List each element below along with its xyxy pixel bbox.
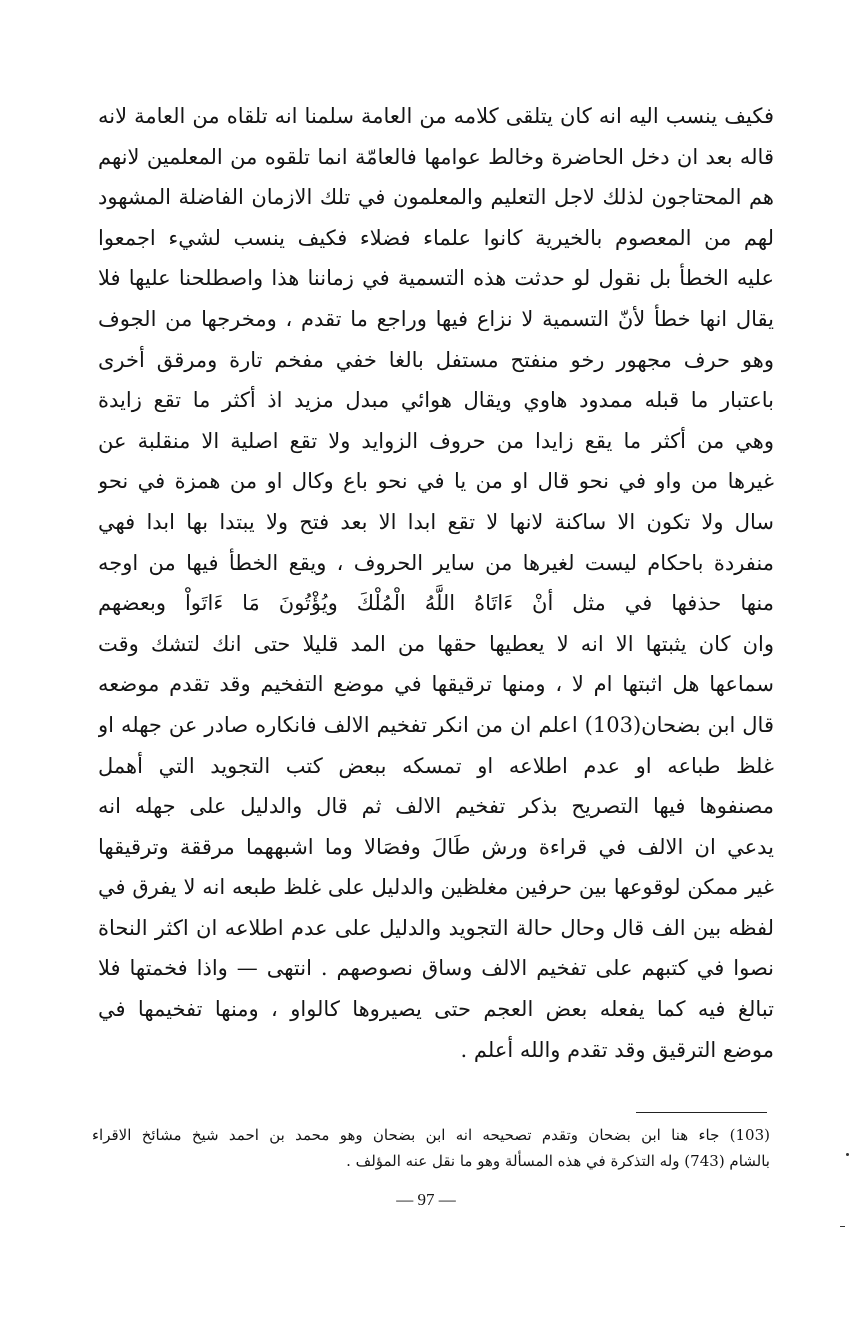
footnote-block: [92, 1122, 770, 1174]
text-line: وان كان يثبتها الا انه لا يعطيها حقها من المد قليلا حتى انك لتشك وقت: [98, 631, 774, 656]
text-line: غير ممكن لوقوعها بين حرفين مغلظين والدليل على غلظ طبعه انه لا يفرق في: [98, 875, 774, 900]
scan-speck: [840, 1226, 845, 1227]
text-line: موضع الترقيق وقد تقدم والله أعلم .: [460, 1037, 774, 1062]
text-line: يدعي ان الالف في قراءة ورش طَالَ وفصَالا وما اشبههما مرققة وترقيقها: [98, 834, 774, 859]
main-text-block: [98, 96, 774, 1070]
text-line: مصنفوها فيها التصريح بذكر تفخيم الالف ثم قال والدليل على جهله انه: [98, 794, 774, 819]
text-line: غلظ طباعه او عدم اطلاعه او تمسكه ببعض كتب التجويد التي أهمل: [98, 753, 774, 778]
text-line: لهم من المعصوم بالخيرية كانوا علماء فضلاء فكيف ينسب لشيء اجمعوا: [98, 225, 774, 250]
text-line: قاله بعد ان دخل الحاضرة وخالط عوامها فالعامّة انما تلقوه من المعلمين لانهم: [98, 144, 774, 169]
text-line: عليه الخطأ بل نقول لو حدثت هذه التسمية في زماننا هذا واصطلحنا عليها فلا: [98, 266, 774, 291]
text-line: وهو حرف مجهور رخو منفتح مستفل بالغا خفي مفخم تارة ومرقق أخرى: [98, 347, 774, 372]
text-line: وهي من أكثر ما يقع زايدا من حروف الزوايد ولا تقع اصلية الا منقلبة عن: [98, 428, 774, 453]
text-line: هم المحتاجون لذلك لاجل التعليم والمعلمون في تلك الازمان الفاضلة المشهود: [98, 185, 774, 210]
text-line: سال ولا تكون الا ساكنة لانها لا تقع ابدا الا بعد فتح ولا يبتدا بها ابدا فهي: [98, 509, 774, 534]
text-line: قال ابن بضحان(103) اعلم ان من انكر تفخيم الالف فانكاره صادر عن جهله او: [98, 712, 774, 737]
footnote-line: (103) جاء هنا ابن بضحان وتقدم تصحيحه انه ابن بضحان وهو محمد بن احمد شيخ مشائخ الاقراء: [92, 1126, 770, 1144]
page-number: — 97 —: [396, 1190, 456, 1209]
text-line: باعتبار ما قبله ممدود هاوي ويقال هوائي مبدل مزيد اذ أكثر ما تقع زايدة: [98, 388, 774, 413]
text-line: تبالغ فيه كما يفعله بعض العجم حتى يصيروها كالواو ، ومنها تفخيمها في: [98, 997, 774, 1022]
text-line: منفردة باحكام ليست لغيرها من ساير الحروف ، ويقع الخطأ فيها من اوجه: [98, 550, 774, 575]
scan-speck: [846, 1153, 849, 1156]
text-line: غيرها من واو في نحو قال او من يا في نحو باع وكال او من همزة في نحو: [98, 469, 774, 494]
footnote-separator: [636, 1112, 767, 1113]
text-line: يقال انها خطأ لأنّ التسمية لا نزاع فيها وراجع ما تقدم ، ومخرجها من الجوف: [98, 306, 774, 331]
text-line: منها حذفها في مثل أنْ ءَاتَاهُ اللَّهُ الْمُلْكَ ويُؤْتُونَ مَا ءَاتَواْ وبعضهم: [98, 591, 774, 616]
footnote-line: بالشام (743) وله التذكرة في هذه المسألة وهو ما نقل عنه المؤلف .: [346, 1152, 770, 1170]
text-line: نصوا في كتبهم على تفخيم الالف وساق نصوصهم . انتهى — واذا فخمتها فلا: [98, 956, 774, 981]
text-line: لفظه بين الف قال وحال حالة التجويد والدليل على عدم اطلاعه ان اكثر النحاة: [98, 915, 774, 940]
text-line: سماعها هل اثبتها ام لا ، ومنها ترقيقها في موضع التفخيم وقد تقدم موضعه: [98, 672, 774, 697]
text-line: فكيف ينسب اليه انه كان يتلقى كلامه من العامة سلمنا انه تلقاه من العامة لانه: [98, 104, 774, 128]
